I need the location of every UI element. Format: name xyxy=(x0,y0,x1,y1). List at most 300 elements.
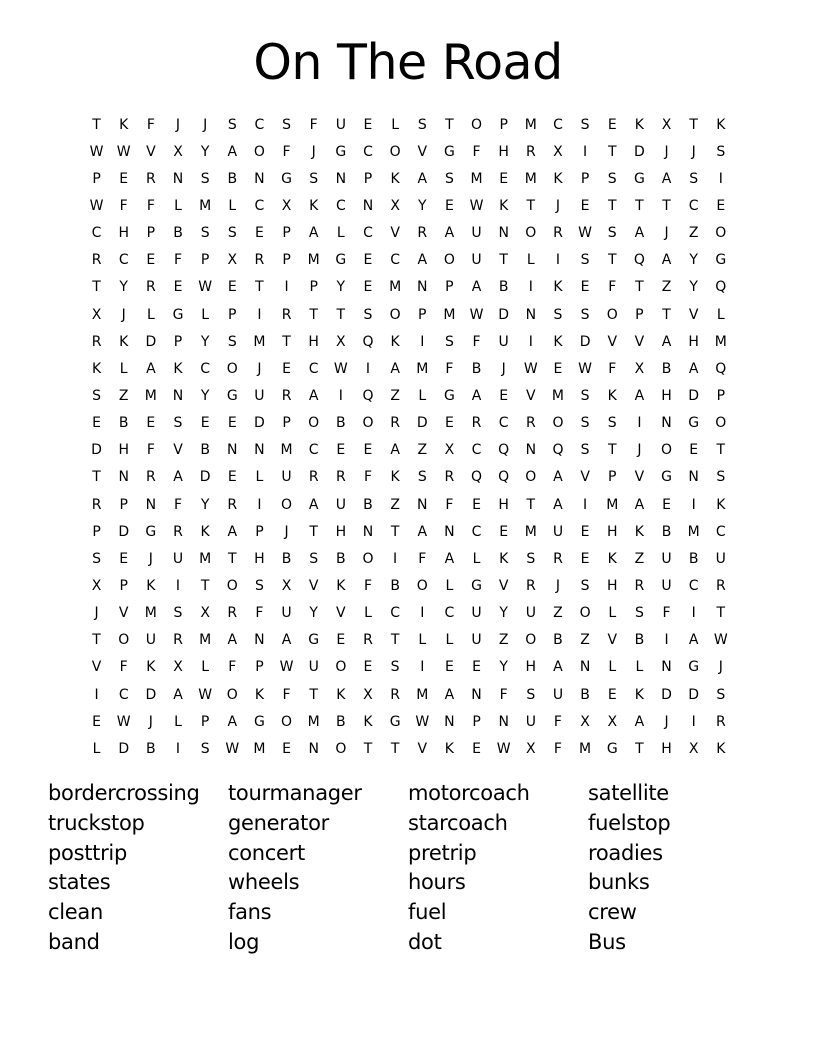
grid-cell[interactable]: F xyxy=(472,333,481,350)
grid-cell[interactable]: E xyxy=(499,387,509,404)
grid-cell[interactable]: S xyxy=(92,550,102,567)
grid-cell[interactable]: B xyxy=(688,550,699,567)
grid-cell[interactable]: F xyxy=(445,360,454,377)
grid-cell[interactable]: A xyxy=(390,442,400,459)
grid-cell[interactable]: I xyxy=(528,333,533,350)
grid-cell[interactable]: D xyxy=(633,143,645,160)
grid-cell[interactable]: R xyxy=(91,496,102,513)
grid-cell[interactable]: X xyxy=(281,197,292,214)
grid-cell[interactable]: E xyxy=(499,523,509,540)
grid-cell[interactable]: O xyxy=(118,632,130,649)
grid-cell[interactable]: D xyxy=(661,686,672,703)
grid-cell[interactable]: T xyxy=(716,442,726,459)
grid-cell[interactable]: B xyxy=(227,170,238,187)
grid-cell[interactable]: B xyxy=(363,496,373,513)
grid-cell[interactable]: B xyxy=(471,360,482,377)
grid-cell[interactable]: R xyxy=(254,252,265,269)
grid-cell[interactable]: A xyxy=(227,632,238,649)
grid-cell[interactable]: L xyxy=(174,713,182,730)
grid-cell[interactable]: V xyxy=(580,469,590,486)
grid-cell[interactable]: H xyxy=(525,659,537,676)
grid-cell[interactable]: C xyxy=(390,605,400,622)
grid-cell[interactable]: T xyxy=(92,632,101,649)
grid-cell[interactable]: G xyxy=(633,170,645,187)
grid-cell[interactable]: I xyxy=(94,686,99,703)
grid-cell[interactable]: S xyxy=(173,415,183,432)
grid-cell[interactable]: D xyxy=(199,469,211,486)
grid-cell[interactable]: E xyxy=(444,415,454,432)
grid-cell[interactable]: R xyxy=(227,605,238,622)
grid-cell[interactable]: E xyxy=(92,713,101,730)
grid-cell[interactable]: W xyxy=(415,713,430,730)
grid-cell[interactable]: A xyxy=(227,523,238,540)
grid-cell[interactable]: K xyxy=(119,333,129,350)
grid-cell[interactable]: E xyxy=(444,197,454,214)
grid-cell[interactable]: J xyxy=(175,116,181,133)
grid-cell[interactable]: K xyxy=(119,116,129,133)
grid-cell[interactable]: S xyxy=(227,116,237,133)
grid-cell[interactable]: T xyxy=(607,143,617,160)
grid-cell[interactable]: I xyxy=(420,605,425,622)
grid-cell[interactable]: Z xyxy=(417,442,428,459)
grid-cell[interactable]: X xyxy=(281,577,292,594)
grid-cell[interactable]: C xyxy=(91,225,102,242)
grid-cell[interactable]: H xyxy=(606,577,618,594)
grid-cell[interactable]: L xyxy=(526,252,535,269)
grid-cell[interactable]: B xyxy=(390,577,400,594)
grid-cell[interactable]: W xyxy=(89,197,104,214)
grid-cell[interactable]: Y xyxy=(200,333,210,350)
grid-cell[interactable]: D xyxy=(498,306,510,323)
grid-cell[interactable]: P xyxy=(119,577,128,594)
grid-cell[interactable]: W xyxy=(198,279,213,296)
grid-cell[interactable]: M xyxy=(470,170,483,187)
grid-cell[interactable]: N xyxy=(498,713,509,730)
grid-cell[interactable]: E xyxy=(254,225,264,242)
grid-cell[interactable]: K xyxy=(390,333,400,350)
grid-cell[interactable]: A xyxy=(173,469,183,486)
grid-cell[interactable]: Y xyxy=(309,605,318,622)
grid-cell[interactable]: K xyxy=(309,197,319,214)
grid-cell[interactable]: K xyxy=(336,686,346,703)
grid-cell[interactable]: W xyxy=(578,225,593,242)
grid-cell[interactable]: N xyxy=(444,523,455,540)
grid-cell[interactable]: B xyxy=(580,686,590,703)
grid-cell[interactable]: F xyxy=(363,469,372,486)
grid-cell[interactable]: E xyxy=(336,442,346,459)
grid-cell[interactable]: Y xyxy=(200,496,210,513)
grid-cell[interactable]: N xyxy=(335,170,347,187)
grid-cell[interactable]: H xyxy=(118,225,129,242)
grid-cell[interactable]: A xyxy=(444,225,455,242)
grid-cell[interactable]: J xyxy=(148,550,153,567)
grid-cell[interactable]: I xyxy=(583,143,588,160)
grid-cell[interactable]: D xyxy=(145,686,157,703)
grid-cell[interactable]: I xyxy=(555,252,561,269)
grid-cell[interactable]: T xyxy=(689,116,698,133)
grid-cell[interactable]: L xyxy=(255,469,264,486)
grid-cell[interactable]: V xyxy=(417,143,428,160)
grid-cell[interactable]: E xyxy=(336,632,346,649)
grid-cell[interactable]: T xyxy=(635,740,644,757)
grid-cell[interactable]: C xyxy=(308,360,319,377)
grid-cell[interactable]: B xyxy=(173,225,183,242)
grid-cell[interactable]: D xyxy=(118,740,130,757)
grid-cell[interactable]: C xyxy=(363,143,373,160)
grid-cell[interactable]: E xyxy=(553,360,563,377)
grid-cell[interactable]: W xyxy=(198,686,213,703)
grid-cell[interactable]: R xyxy=(525,415,536,432)
grid-cell[interactable]: K xyxy=(607,550,617,567)
grid-cell[interactable]: A xyxy=(308,225,319,242)
grid-cell[interactable]: M xyxy=(524,116,537,133)
grid-cell[interactable]: I xyxy=(420,333,425,350)
grid-cell[interactable]: Q xyxy=(498,442,510,459)
grid-cell[interactable]: S xyxy=(200,740,210,757)
grid-cell[interactable]: W xyxy=(89,143,104,160)
grid-cell[interactable]: A xyxy=(553,496,563,513)
grid-cell[interactable]: B xyxy=(661,360,672,377)
grid-cell[interactable]: D xyxy=(688,686,700,703)
grid-cell[interactable]: I xyxy=(284,279,289,296)
grid-cell[interactable]: S xyxy=(607,415,617,432)
grid-cell[interactable]: A xyxy=(227,143,238,160)
grid-cell[interactable]: G xyxy=(471,577,482,594)
grid-cell[interactable]: X xyxy=(173,143,183,160)
grid-cell[interactable]: E xyxy=(472,740,481,757)
grid-cell[interactable]: H xyxy=(688,333,699,350)
grid-cell[interactable]: O xyxy=(335,659,347,676)
grid-cell[interactable]: C xyxy=(335,197,346,214)
grid-cell[interactable]: U xyxy=(471,252,482,269)
grid-cell[interactable]: E xyxy=(146,252,156,269)
grid-cell[interactable]: R xyxy=(145,170,156,187)
grid-cell[interactable]: Q xyxy=(715,360,727,377)
grid-cell[interactable]: K xyxy=(553,279,563,296)
grid-cell[interactable]: M xyxy=(307,252,320,269)
grid-cell[interactable]: J xyxy=(257,360,262,377)
grid-cell[interactable]: A xyxy=(444,686,455,703)
grid-cell[interactable]: M xyxy=(416,360,429,377)
grid-cell[interactable]: F xyxy=(445,496,454,513)
grid-cell[interactable]: R xyxy=(444,469,455,486)
grid-cell[interactable]: J xyxy=(501,360,506,377)
grid-cell[interactable]: K xyxy=(634,523,644,540)
grid-cell[interactable]: W xyxy=(279,659,294,676)
grid-cell[interactable]: G xyxy=(688,659,700,676)
grid-cell[interactable]: F xyxy=(662,605,671,622)
grid-cell[interactable]: T xyxy=(390,632,400,649)
grid-cell[interactable]: W xyxy=(578,360,593,377)
grid-cell[interactable]: G xyxy=(335,252,347,269)
grid-cell[interactable]: S xyxy=(716,686,726,703)
grid-cell[interactable]: K xyxy=(336,577,346,594)
grid-cell[interactable]: T xyxy=(336,306,346,323)
grid-cell[interactable]: E xyxy=(227,279,237,296)
grid-cell[interactable]: Q xyxy=(362,387,374,404)
grid-cell[interactable]: W xyxy=(225,740,240,757)
grid-cell[interactable]: N xyxy=(172,170,184,187)
grid-cell[interactable]: A xyxy=(146,360,156,377)
grid-cell[interactable]: N xyxy=(444,713,455,730)
grid-cell[interactable]: N xyxy=(688,469,699,486)
grid-cell[interactable]: P xyxy=(119,496,128,513)
grid-cell[interactable]: O xyxy=(416,577,428,594)
grid-cell[interactable]: G xyxy=(335,143,347,160)
grid-cell[interactable]: R xyxy=(525,577,536,594)
grid-cell[interactable]: X xyxy=(607,713,618,730)
grid-cell[interactable]: W xyxy=(496,740,511,757)
grid-cell[interactable]: O xyxy=(606,306,618,323)
grid-cell[interactable]: A xyxy=(553,659,563,676)
grid-cell[interactable]: L xyxy=(608,605,617,622)
grid-cell[interactable]: S xyxy=(227,333,237,350)
grid-cell[interactable]: F xyxy=(146,116,155,133)
grid-cell[interactable]: F xyxy=(553,740,562,757)
grid-cell[interactable]: R xyxy=(715,577,726,594)
grid-cell[interactable]: R xyxy=(525,143,536,160)
grid-cell[interactable]: J xyxy=(555,577,561,594)
grid-cell[interactable]: D xyxy=(688,387,700,404)
grid-cell[interactable]: L xyxy=(418,632,427,649)
grid-cell[interactable]: X xyxy=(661,116,672,133)
grid-cell[interactable]: H xyxy=(498,496,509,513)
grid-cell[interactable]: P xyxy=(716,387,726,404)
grid-cell[interactable]: U xyxy=(661,577,672,594)
grid-cell[interactable]: X xyxy=(173,659,183,676)
grid-cell[interactable]: E xyxy=(363,279,373,296)
grid-cell[interactable]: C xyxy=(308,442,319,459)
grid-cell[interactable]: R xyxy=(553,550,563,567)
grid-cell[interactable]: P xyxy=(146,225,156,242)
grid-cell[interactable]: D xyxy=(145,333,157,350)
grid-cell[interactable]: C xyxy=(254,197,265,214)
grid-cell[interactable]: L xyxy=(364,605,372,622)
grid-cell[interactable]: N xyxy=(498,225,509,242)
grid-cell[interactable]: S xyxy=(607,170,617,187)
grid-cell[interactable]: K xyxy=(634,116,644,133)
grid-cell[interactable]: E xyxy=(282,360,291,377)
grid-cell[interactable]: S xyxy=(716,143,726,160)
grid-cell[interactable]: U xyxy=(552,686,564,703)
grid-cell[interactable]: L xyxy=(174,197,182,214)
grid-cell[interactable]: M xyxy=(443,306,456,323)
grid-cell[interactable]: E xyxy=(580,279,590,296)
grid-cell[interactable]: L xyxy=(716,306,725,323)
grid-cell[interactable]: F xyxy=(363,577,372,594)
grid-cell[interactable]: T xyxy=(445,116,454,133)
grid-cell[interactable]: C xyxy=(254,116,265,133)
grid-cell[interactable]: L xyxy=(228,197,237,214)
grid-cell[interactable]: I xyxy=(175,740,181,757)
grid-cell[interactable]: S xyxy=(227,225,237,242)
grid-cell[interactable]: D xyxy=(118,523,130,540)
grid-cell[interactable]: A xyxy=(553,469,563,486)
grid-cell[interactable]: U xyxy=(525,713,536,730)
grid-cell[interactable]: V xyxy=(146,143,156,160)
grid-cell[interactable]: S xyxy=(580,116,590,133)
grid-cell[interactable]: T xyxy=(635,197,644,214)
grid-cell[interactable]: A xyxy=(308,387,319,404)
grid-cell[interactable]: E xyxy=(227,469,237,486)
grid-cell[interactable]: A xyxy=(634,713,645,730)
grid-cell[interactable]: V xyxy=(417,740,428,757)
grid-cell[interactable]: P xyxy=(200,713,210,730)
grid-cell[interactable]: E xyxy=(119,170,129,187)
grid-cell[interactable]: O xyxy=(525,632,537,649)
grid-cell[interactable]: C xyxy=(118,252,129,269)
grid-cell[interactable]: L xyxy=(472,550,481,567)
grid-cell[interactable]: A xyxy=(444,550,455,567)
grid-cell[interactable]: M xyxy=(606,496,619,513)
grid-cell[interactable]: A xyxy=(173,686,183,703)
grid-cell[interactable]: T xyxy=(662,306,671,323)
grid-cell[interactable]: P xyxy=(92,523,101,540)
grid-cell[interactable]: L xyxy=(391,116,400,133)
grid-cell[interactable]: V xyxy=(498,577,509,594)
grid-cell[interactable]: B xyxy=(200,442,210,459)
grid-cell[interactable]: B xyxy=(498,279,509,296)
grid-cell[interactable]: O xyxy=(552,415,564,432)
grid-cell[interactable]: S xyxy=(444,333,454,350)
grid-cell[interactable]: D xyxy=(579,333,591,350)
grid-cell[interactable]: P xyxy=(173,333,183,350)
grid-cell[interactable]: E xyxy=(173,279,183,296)
grid-cell[interactable]: M xyxy=(144,605,157,622)
grid-cell[interactable]: E xyxy=(689,442,699,459)
grid-cell[interactable]: E xyxy=(146,415,156,432)
grid-cell[interactable]: B xyxy=(553,632,563,649)
grid-cell[interactable]: S xyxy=(363,306,373,323)
grid-cell[interactable]: P xyxy=(282,225,291,242)
grid-cell[interactable]: O xyxy=(389,143,401,160)
grid-cell[interactable]: V xyxy=(607,632,618,649)
grid-cell[interactable]: G xyxy=(308,632,320,649)
grid-cell[interactable]: N xyxy=(661,659,672,676)
grid-cell[interactable]: O xyxy=(715,225,727,242)
grid-cell[interactable]: S xyxy=(417,116,427,133)
grid-cell[interactable]: J xyxy=(664,713,669,730)
grid-cell[interactable]: G xyxy=(226,387,238,404)
grid-cell[interactable]: H xyxy=(118,442,129,459)
grid-cell[interactable]: M xyxy=(307,713,320,730)
grid-cell[interactable]: K xyxy=(716,116,726,133)
grid-cell[interactable]: U xyxy=(471,632,482,649)
grid-cell[interactable]: K xyxy=(499,197,509,214)
grid-cell[interactable]: T xyxy=(309,686,318,703)
grid-cell[interactable]: V xyxy=(390,225,400,242)
grid-cell[interactable]: F xyxy=(472,143,481,160)
grid-cell[interactable]: G xyxy=(172,306,184,323)
grid-cell[interactable]: M xyxy=(144,387,157,404)
grid-cell[interactable]: O xyxy=(226,686,238,703)
grid-cell[interactable]: U xyxy=(471,605,482,622)
grid-cell[interactable]: F xyxy=(255,605,264,622)
grid-cell[interactable]: R xyxy=(308,469,319,486)
grid-cell[interactable]: F xyxy=(119,197,128,214)
grid-cell[interactable]: K xyxy=(200,523,210,540)
grid-cell[interactable]: K xyxy=(716,740,726,757)
grid-cell[interactable]: X xyxy=(363,686,373,703)
grid-cell[interactable]: R xyxy=(335,469,346,486)
grid-cell[interactable]: B xyxy=(118,415,129,432)
grid-cell[interactable]: A xyxy=(308,496,319,513)
grid-cell[interactable]: X xyxy=(91,306,102,323)
grid-cell[interactable]: K xyxy=(173,360,183,377)
grid-cell[interactable]: J xyxy=(691,143,696,160)
grid-cell[interactable]: S xyxy=(580,415,590,432)
grid-cell[interactable]: C xyxy=(715,523,726,540)
grid-cell[interactable]: S xyxy=(526,686,536,703)
grid-cell[interactable]: F xyxy=(309,116,318,133)
grid-cell[interactable]: W xyxy=(523,360,538,377)
grid-cell[interactable]: T xyxy=(499,252,508,269)
grid-cell[interactable]: Z xyxy=(580,632,590,649)
grid-cell[interactable]: M xyxy=(551,387,564,404)
grid-cell[interactable]: M xyxy=(253,740,266,757)
grid-cell[interactable]: E xyxy=(363,252,373,269)
grid-cell[interactable]: T xyxy=(526,496,536,513)
grid-cell[interactable]: V xyxy=(634,333,645,350)
grid-cell[interactable]: X xyxy=(227,252,238,269)
grid-cell[interactable]: Q xyxy=(633,252,645,269)
grid-cell[interactable]: S xyxy=(716,469,726,486)
grid-cell[interactable]: V xyxy=(607,333,618,350)
grid-cell[interactable]: T xyxy=(92,279,101,296)
grid-cell[interactable]: A xyxy=(471,387,482,404)
grid-cell[interactable]: M xyxy=(524,170,537,187)
grid-cell[interactable]: G xyxy=(443,387,455,404)
grid-cell[interactable]: Y xyxy=(417,197,427,214)
grid-cell[interactable]: S xyxy=(309,550,319,567)
grid-cell[interactable]: T xyxy=(92,116,101,133)
grid-cell[interactable]: K xyxy=(634,686,644,703)
grid-cell[interactable]: S xyxy=(417,469,427,486)
grid-cell[interactable]: M xyxy=(416,686,429,703)
grid-cell[interactable]: H xyxy=(308,333,319,350)
grid-cell[interactable]: P xyxy=(608,469,617,486)
grid-cell[interactable]: S xyxy=(92,387,102,404)
grid-cell[interactable]: T xyxy=(309,523,318,540)
grid-cell[interactable]: G xyxy=(715,252,727,269)
grid-cell[interactable]: N xyxy=(172,387,184,404)
grid-cell[interactable]: T xyxy=(716,605,726,622)
grid-cell[interactable]: A xyxy=(634,225,645,242)
grid-cell[interactable]: T xyxy=(363,740,373,757)
grid-cell[interactable]: V xyxy=(688,306,699,323)
grid-cell[interactable]: O xyxy=(715,415,727,432)
grid-cell[interactable]: A xyxy=(227,713,238,730)
grid-cell[interactable]: M xyxy=(389,279,402,296)
grid-cell[interactable]: P xyxy=(282,415,291,432)
grid-cell[interactable]: Y xyxy=(689,252,698,269)
grid-cell[interactable]: X xyxy=(336,333,346,350)
grid-cell[interactable]: P xyxy=(580,170,590,187)
grid-cell[interactable]: J xyxy=(718,659,723,676)
grid-cell[interactable]: L xyxy=(336,225,345,242)
grid-cell[interactable]: S xyxy=(200,170,210,187)
grid-cell[interactable]: S xyxy=(254,577,264,594)
grid-cell[interactable]: A xyxy=(390,360,400,377)
grid-cell[interactable]: U xyxy=(254,387,265,404)
grid-cell[interactable]: Y xyxy=(499,659,508,676)
grid-cell[interactable]: L xyxy=(608,659,617,676)
grid-cell[interactable]: J xyxy=(664,143,669,160)
grid-cell[interactable]: J xyxy=(555,197,561,214)
grid-cell[interactable]: K xyxy=(146,659,156,676)
grid-cell[interactable]: Z xyxy=(498,632,509,649)
grid-cell[interactable]: O xyxy=(471,116,483,133)
